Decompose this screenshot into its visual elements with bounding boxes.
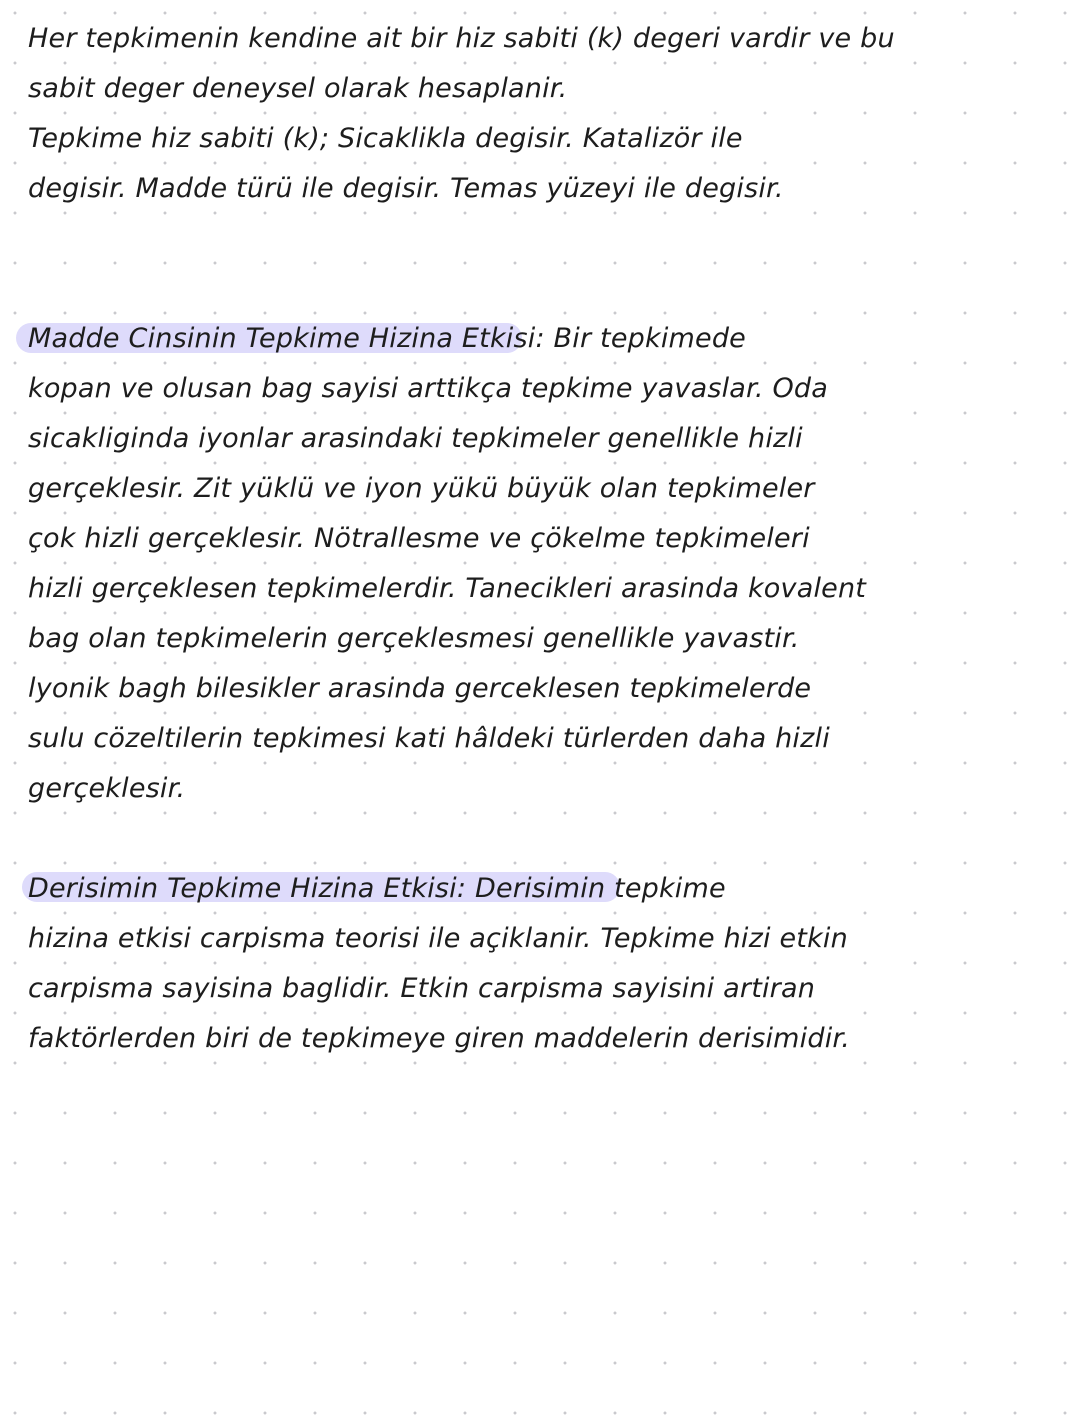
text-line: sulu cözeltilerin tepkimesi kati hâldeki türlerden daha hizli bbox=[28, 723, 830, 754]
text-line: lyonik bagh bilesikler arasinda gerceklesen tepkimelerde bbox=[28, 673, 812, 704]
text-line: bag olan tepkimelerin gerçeklesmesi genellikle yavastir. bbox=[28, 623, 800, 654]
text-line: Tepkime hiz sabiti (k); Sicaklikla degisir. Katalizör ile bbox=[28, 123, 743, 154]
text-line: sabit deger deneysel olarak hesaplanir. bbox=[28, 73, 568, 104]
section-heading: Derisimin Tepkime Hizina Etkisi: bbox=[28, 873, 467, 904]
text-line: degisir. Madde türü ile degisir. Temas yüzeyi ile degisir. bbox=[28, 173, 784, 204]
text-line: kopan ve olusan bag sayisi arttikça tepkime yavaslar. Oda bbox=[28, 373, 828, 404]
heading-line-continuation: Bir tepkimede bbox=[544, 323, 746, 354]
text-line: Her tepkimenin kendine ait bir hiz sabiti (k) degeri vardir ve bu bbox=[28, 23, 895, 54]
section-heading-line bbox=[28, 322, 746, 356]
text-line: gerçeklesir. Zit yüklü ve iyon yükü büyük olan tepkimeler bbox=[28, 473, 815, 504]
heading-line-continuation: Derisimin tepkime bbox=[466, 873, 726, 904]
text-line: hizina etkisi carpisma teorisi ile açiklanir. Tepkime hizi etkin bbox=[28, 923, 848, 954]
section-heading-line bbox=[28, 872, 726, 906]
text-line: faktörlerden biri de tepkimeye giren maddelerin derisimidir. bbox=[28, 1023, 851, 1054]
text-line: çok hizli gerçeklesir. Nötrallesme ve çökelme tepkimeleri bbox=[28, 523, 810, 554]
section-heading: Madde Cinsinin Tepkime Hizina Etkisi: bbox=[28, 323, 545, 354]
text-line: carpisma sayisina baglidir. Etkin carpisma sayisini artiran bbox=[28, 973, 816, 1004]
text-line: hizli gerçeklesen tepkimelerdir. Tanecikleri arasinda kovalent bbox=[28, 573, 867, 604]
text-line: sicakliginda iyonlar arasindaki tepkimeler genellikle hizli bbox=[28, 423, 803, 454]
text-line: gerçeklesir. bbox=[28, 773, 186, 804]
